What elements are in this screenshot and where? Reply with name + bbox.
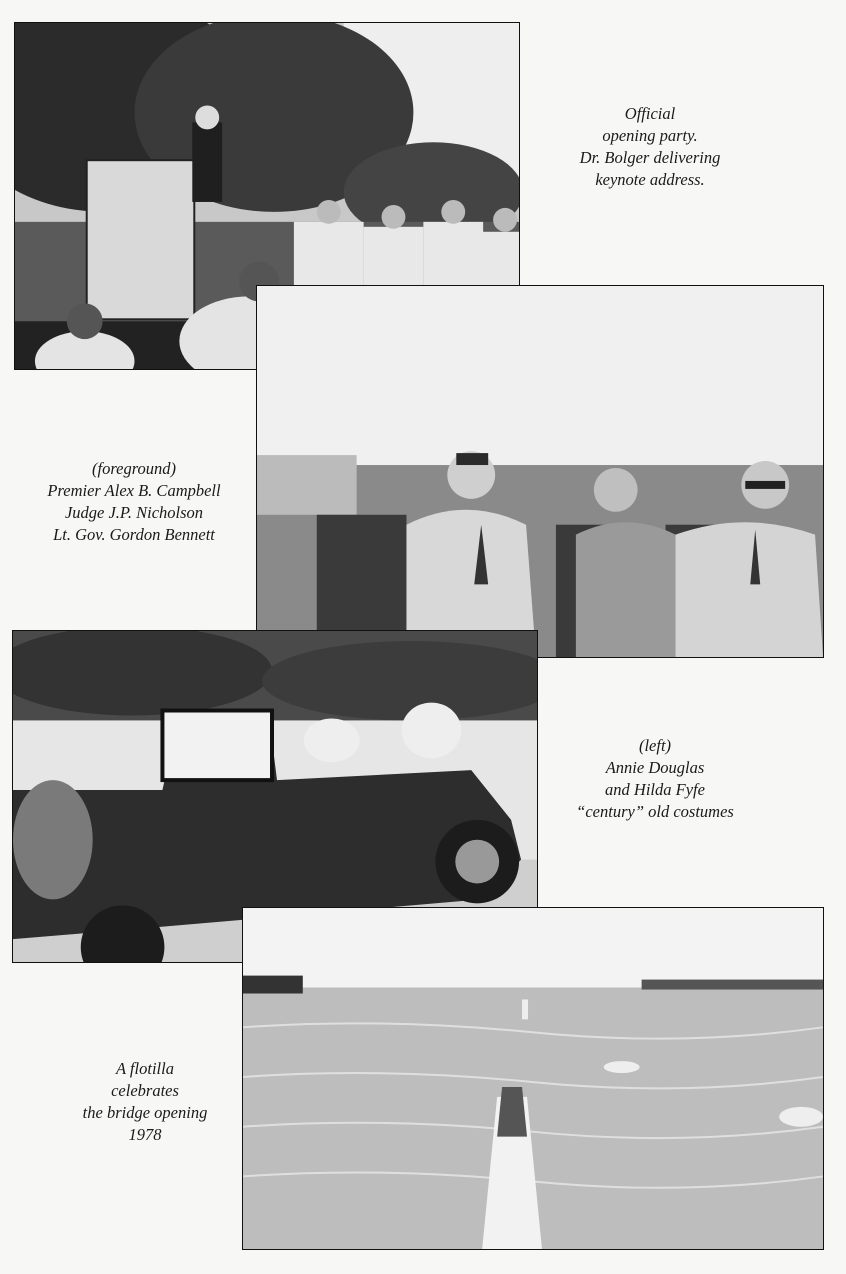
caption-line: (left) [638, 736, 672, 755]
caption-line: Annie Douglas [605, 758, 705, 777]
caption-opening-party [540, 103, 760, 191]
caption-line: opening party. [602, 126, 698, 145]
caption-line: (foreground) [91, 459, 176, 478]
caption-line: the bridge opening [82, 1103, 208, 1122]
flotilla-image [243, 908, 823, 1249]
caption-dignitaries [14, 458, 254, 546]
caption-line: and Hilda Fyfe [605, 780, 705, 799]
caption-line: Premier Alex B. Campbell [47, 481, 221, 500]
caption-line: A flotilla [116, 1059, 174, 1078]
caption-line: 1978 [128, 1125, 162, 1144]
caption-line: keynote address. [595, 170, 705, 189]
caption-line: Dr. Bolger delivering [579, 148, 721, 167]
caption-flotilla [50, 1058, 240, 1146]
photo-dignitaries [256, 285, 824, 658]
caption-line: “century” old costumes [576, 802, 734, 821]
caption-vintage-car [540, 735, 770, 823]
caption-line: celebrates [111, 1081, 179, 1100]
caption-line: Lt. Gov. Gordon Bennett [53, 525, 215, 544]
caption-line: Official [624, 104, 676, 123]
dignitaries-image [257, 286, 823, 657]
caption-line: Judge J.P. Nicholson [64, 503, 204, 522]
photo-flotilla [242, 907, 824, 1250]
